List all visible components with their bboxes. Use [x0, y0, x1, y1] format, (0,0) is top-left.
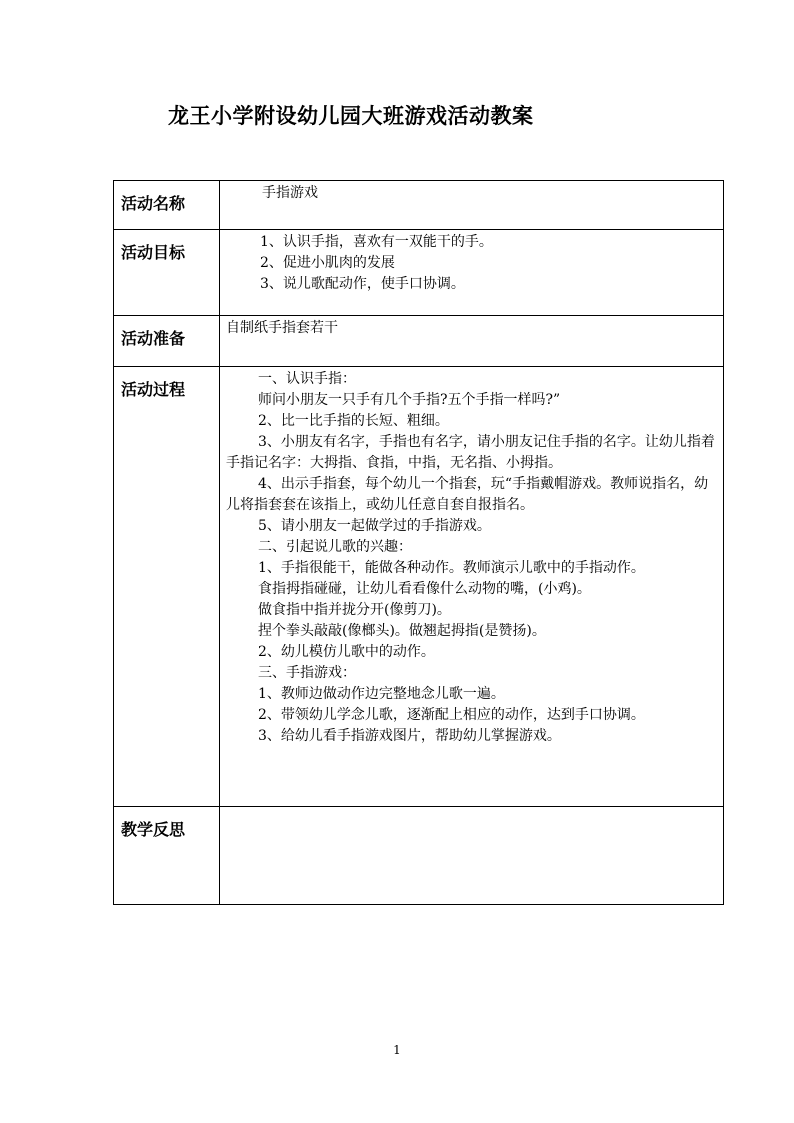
content-activity-prep — [220, 316, 724, 367]
process-line: 捏个拳头敲敲(像榔头)。做翘起拇指(是赞扬)。 — [258, 623, 546, 639]
content-activity-name — [220, 181, 724, 230]
process-line: 一、认识手指： — [258, 371, 356, 387]
content-activity-process — [220, 367, 724, 807]
row-activity-prep — [114, 316, 724, 367]
label-activity-goals: 活动目标 — [114, 230, 220, 316]
lesson-plan-table — [113, 180, 724, 905]
label-activity-prep: 活动准备 — [114, 316, 220, 367]
content-activity-goals — [220, 230, 724, 316]
row-activity-process — [114, 367, 724, 807]
label-teaching-reflection: 教学反思 — [114, 807, 220, 905]
row-teaching-reflection — [114, 807, 724, 905]
prep-text: 自制纸手指套若干 — [226, 320, 338, 336]
process-line: 做食指中指并拢分开(像剪刀)。 — [258, 602, 451, 618]
content-teaching-reflection — [220, 807, 724, 905]
row-activity-name — [114, 181, 724, 230]
label-activity-name: 活动名称 — [114, 181, 220, 230]
process-line: 5、请小朋友一起做学过的手指游戏。 — [258, 518, 491, 534]
goal-item: 3、说儿歌配动作，使手口协调。 — [260, 276, 465, 292]
process-line: 1、教师边做动作边完整地念儿歌一遍。 — [258, 686, 505, 702]
process-line: 1、手指很能干，能做各种动作。教师演示儿歌中的手指动作。 — [258, 560, 645, 576]
activity-name-text: 手指游戏 — [262, 185, 318, 201]
goal-item: 2、促进小肌肉的发展 — [260, 255, 395, 271]
process-line: 师问小朋友一只手有几个手指?五个手指一样吗?” — [258, 392, 561, 408]
process-line: 三、手指游戏： — [258, 665, 356, 681]
process-line: 2、幼儿模仿儿歌中的动作。 — [258, 644, 435, 660]
goal-item: 1、认识手指，喜欢有一双能干的手。 — [260, 234, 493, 250]
page-number: 1 — [393, 1043, 401, 1057]
row-activity-goals — [114, 230, 724, 316]
process-line: 3、给幼儿看手指游戏图片，帮助幼儿掌握游戏。 — [258, 728, 561, 744]
process-line: 2、带领幼儿学念儿歌，逐渐配上相应的动作，达到手口协调。 — [258, 707, 645, 723]
process-line: 二、引起说儿歌的兴趣： — [258, 539, 412, 555]
process-line: 食指拇指碰碰，让幼儿看看像什么动物的嘴，(小鸡)。 — [258, 581, 591, 597]
page-title: 龙王小学附设幼儿园大班游戏活动教案 — [168, 103, 534, 128]
process-line: 3、小朋友有名字，手指也有名字，请小朋友记住手指的名字。让幼儿指着手指记名字：大拇指、食指，中指，无名指、小拇指。 — [226, 434, 715, 471]
process-line: 4、出示手指套，每个幼儿一个指套，玩“手指戴帽游戏。教师说指名，幼儿将指套套在该指上，或幼儿任意自套自报指名。 — [226, 476, 709, 513]
process-line: 2、比一比手指的长短、粗细。 — [258, 413, 449, 429]
label-activity-process: 活动过程 — [114, 367, 220, 807]
